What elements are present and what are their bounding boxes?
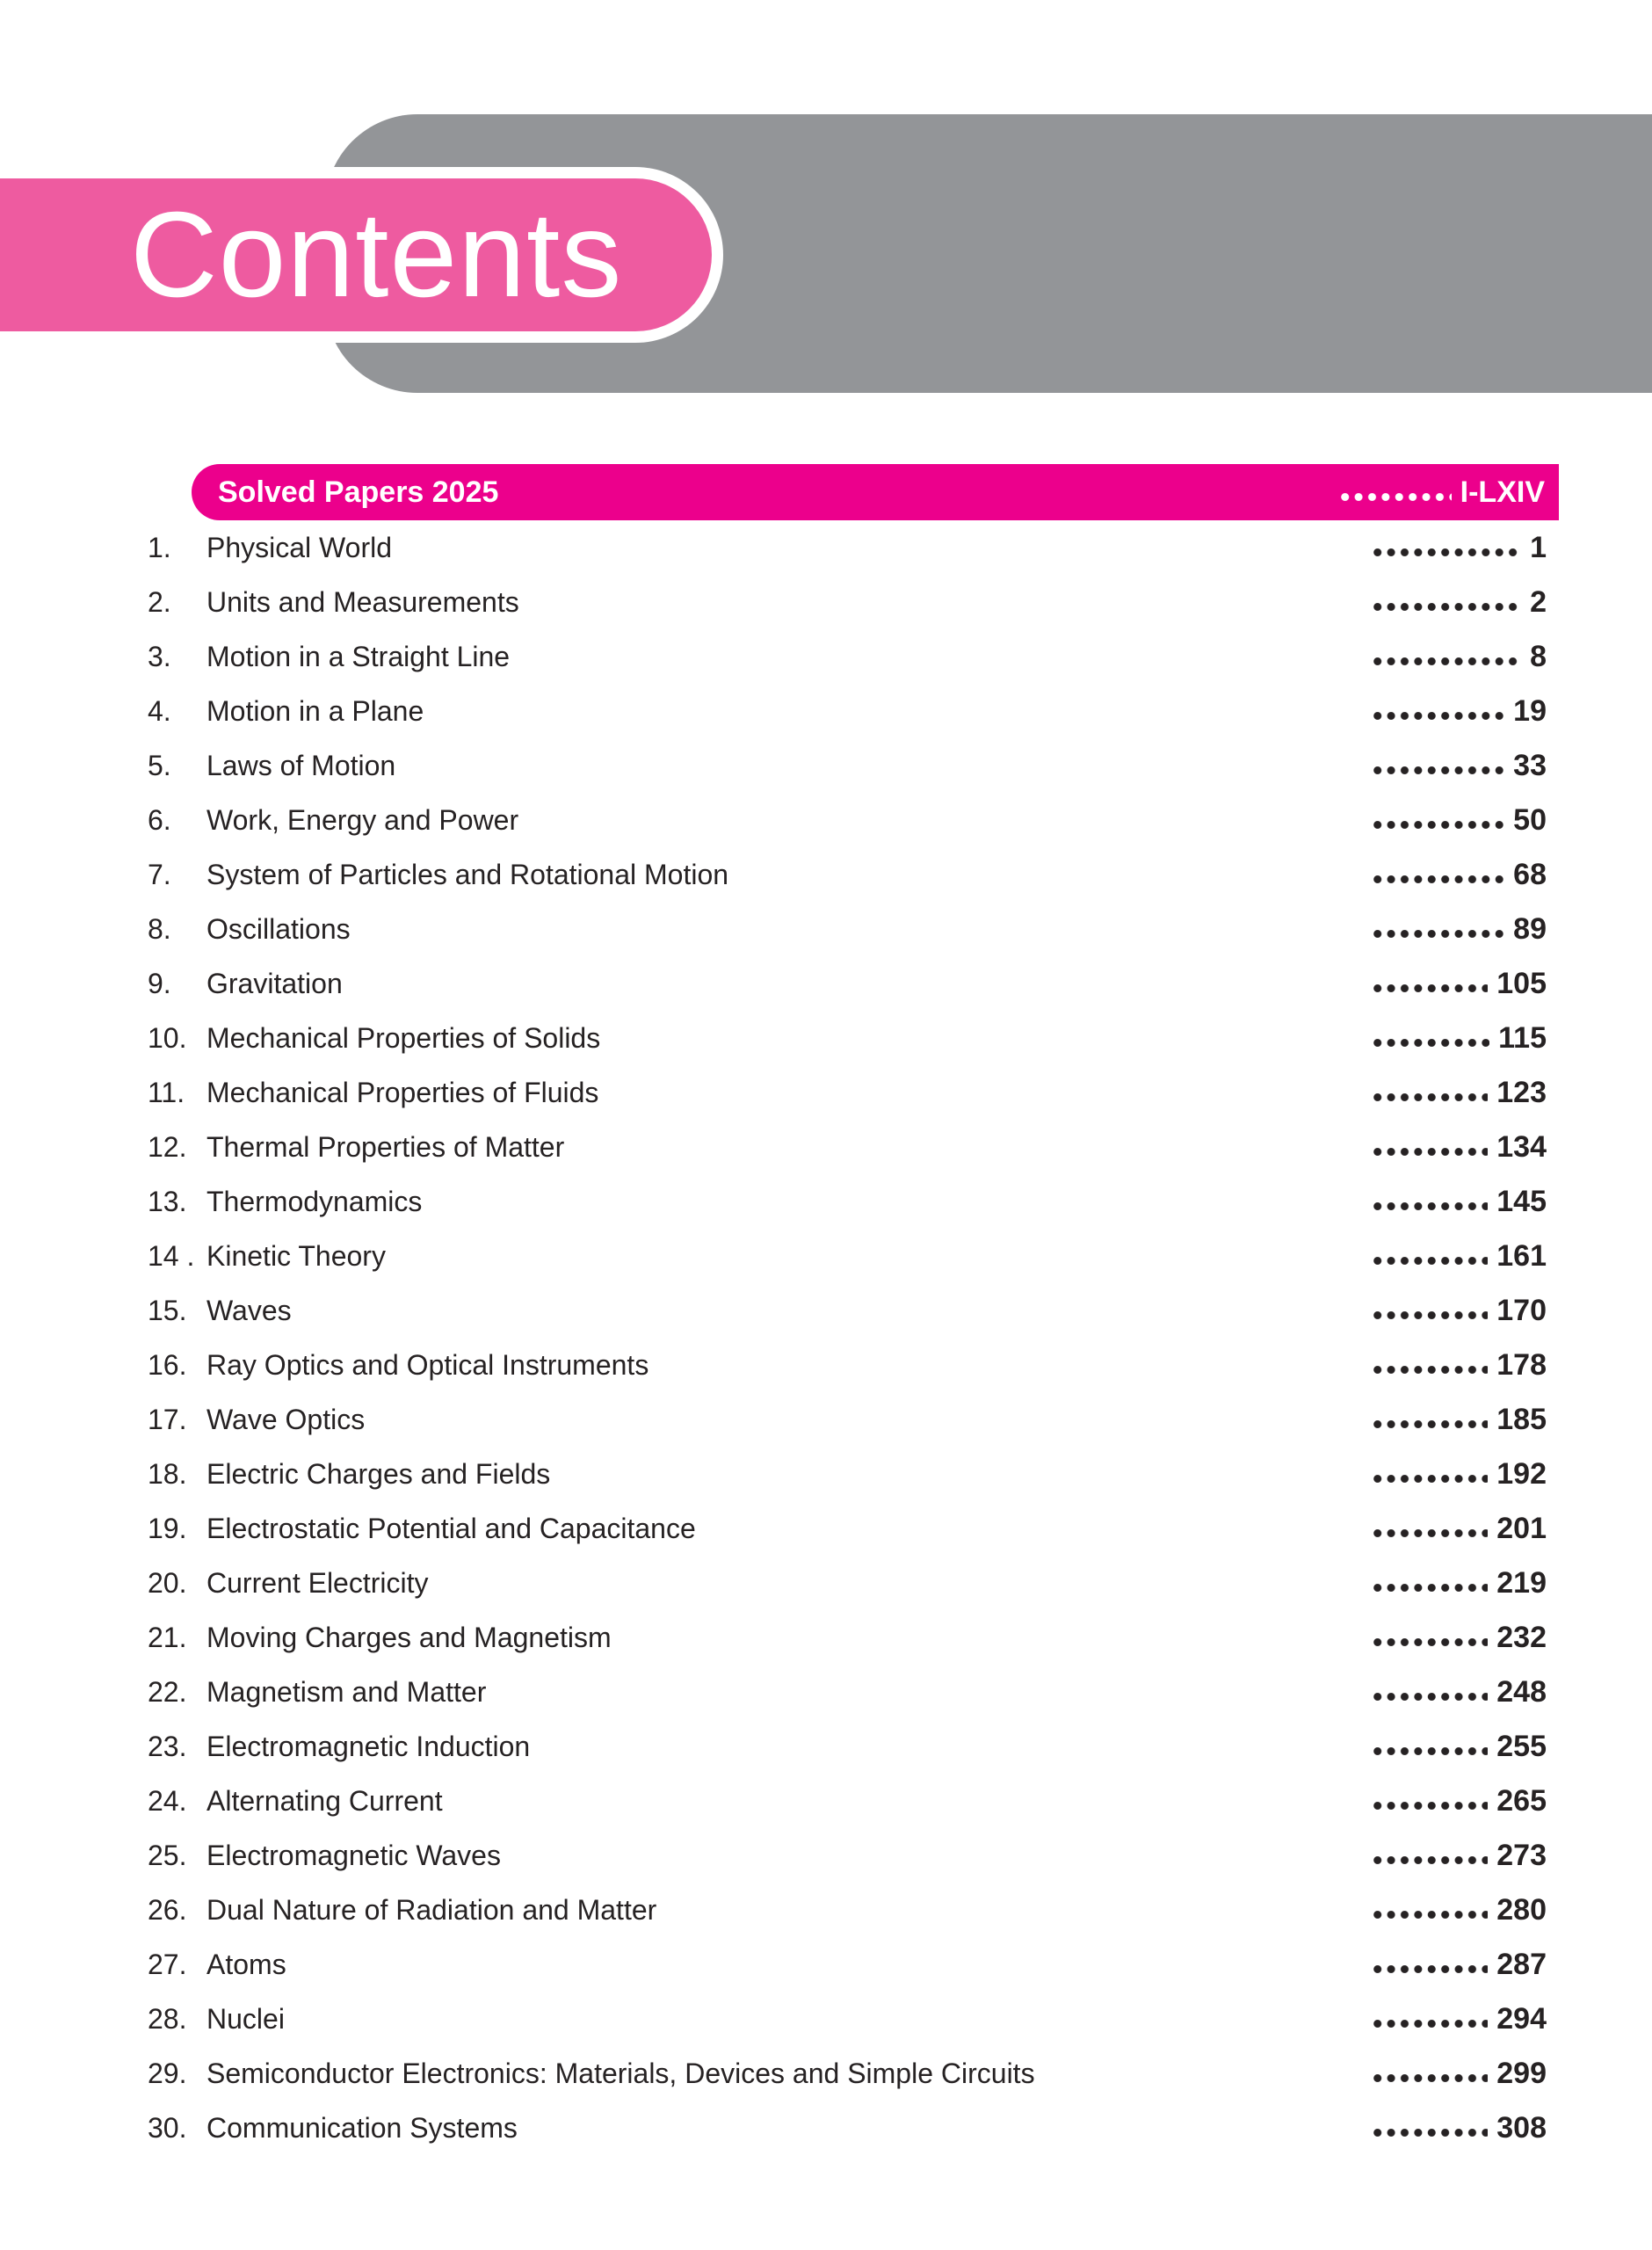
chapter-number: 10. bbox=[148, 1022, 187, 1054]
chapter-number: 17. bbox=[148, 1404, 187, 1435]
dot-leader bbox=[1371, 766, 1504, 774]
chapter-title: Ray Optics and Optical Instruments bbox=[206, 1349, 649, 1381]
chapter-page-number: 50 bbox=[1513, 803, 1547, 837]
toc-row-right-group bbox=[1371, 1241, 1547, 1271]
toc-row-right-group bbox=[1371, 1895, 1547, 1925]
chapter-title: Gravitation bbox=[206, 968, 343, 999]
toc-row bbox=[0, 1229, 1652, 1283]
chapter-page-number: 255 bbox=[1496, 1730, 1547, 1763]
chapter-title: Kinetic Theory bbox=[206, 1240, 386, 1272]
toc-row bbox=[0, 1937, 1652, 1992]
dot-leader bbox=[1371, 1366, 1488, 1374]
chapter-title: Moving Charges and Magnetism bbox=[206, 1622, 612, 1653]
dot-leader bbox=[1371, 1965, 1488, 1973]
chapter-number: 9. bbox=[148, 968, 171, 999]
dot-leader bbox=[1371, 2020, 1488, 2028]
chapter-title: Dual Nature of Radiation and Matter bbox=[206, 1894, 657, 1926]
chapter-title: Wave Optics bbox=[206, 1404, 366, 1435]
chapter-number: 7. bbox=[148, 859, 171, 890]
chapter-number: 27. bbox=[148, 1949, 187, 1980]
toc-row bbox=[0, 1174, 1652, 1229]
chapter-number: 30. bbox=[148, 2112, 187, 2144]
toc-row-right-group bbox=[1371, 533, 1547, 562]
chapter-number: 12. bbox=[148, 1131, 187, 1163]
chapter-title: Mechanical Properties of Solids bbox=[206, 1022, 601, 1054]
solved-papers-right-group bbox=[1338, 477, 1545, 507]
toc-row-right-group bbox=[1371, 2113, 1547, 2143]
toc-row bbox=[0, 1992, 1652, 2046]
toc-row-right-group bbox=[1371, 1078, 1547, 1107]
dot-leader bbox=[1371, 821, 1504, 829]
dot-leader bbox=[1371, 712, 1504, 720]
chapter-page-number: 219 bbox=[1496, 1566, 1547, 1600]
chapter-page-number: 145 bbox=[1496, 1185, 1547, 1218]
chapter-title: Electromagnetic Induction bbox=[206, 1731, 531, 1762]
toc-row-right-group bbox=[1371, 642, 1547, 671]
toc-row-right-group bbox=[1371, 1296, 1547, 1325]
contents-title-label bbox=[0, 167, 723, 343]
solved-papers-page-range: I-LXIV bbox=[1460, 475, 1545, 509]
toc-row-right-group bbox=[1371, 1132, 1547, 1162]
chapter-page-number: 299 bbox=[1496, 2057, 1547, 2090]
toc-row bbox=[0, 629, 1652, 684]
chapter-page-number: 280 bbox=[1496, 1893, 1547, 1927]
chapter-page-number: 287 bbox=[1496, 1948, 1547, 1981]
chapter-number: 15. bbox=[148, 1295, 187, 1326]
chapter-page-number: 134 bbox=[1496, 1130, 1547, 1164]
dot-leader bbox=[1371, 603, 1521, 611]
dot-leader bbox=[1371, 1420, 1488, 1428]
toc-row bbox=[0, 1719, 1652, 1774]
toc-row bbox=[0, 575, 1652, 629]
page-title: Contents bbox=[130, 187, 623, 323]
chapter-page-number: 273 bbox=[1496, 1839, 1547, 1872]
chapter-page-number: 89 bbox=[1513, 912, 1547, 946]
toc-row-right-group bbox=[1371, 969, 1547, 998]
toc-row bbox=[0, 1065, 1652, 1120]
toc-row-right-group bbox=[1371, 1949, 1547, 1979]
toc-row-right-group bbox=[1371, 1187, 1547, 1216]
chapter-page-number: 1 bbox=[1530, 531, 1547, 564]
chapter-number: 29. bbox=[148, 2058, 187, 2089]
chapter-number: 5. bbox=[148, 750, 171, 781]
contents-title-label-inner bbox=[0, 178, 712, 331]
chapter-title: Nuclei bbox=[206, 2003, 285, 2035]
toc-row-right-group bbox=[1371, 2058, 1547, 2088]
toc-row bbox=[0, 1828, 1652, 1883]
chapter-page-number: 192 bbox=[1496, 1457, 1547, 1491]
chapter-title: Motion in a Plane bbox=[206, 695, 424, 727]
toc-row bbox=[0, 1774, 1652, 1828]
chapter-number: 24. bbox=[148, 1785, 187, 1817]
chapter-number: 6. bbox=[148, 804, 171, 836]
toc-row bbox=[0, 1283, 1652, 1338]
toc-row bbox=[0, 1556, 1652, 1610]
dot-leader bbox=[1371, 1584, 1488, 1592]
dot-leader bbox=[1371, 875, 1504, 883]
chapter-title: Work, Energy and Power bbox=[206, 804, 519, 836]
chapter-page-number: 185 bbox=[1496, 1403, 1547, 1436]
toc-row bbox=[0, 1338, 1652, 1392]
chapter-number: 2. bbox=[148, 586, 171, 618]
dot-leader bbox=[1371, 1148, 1488, 1156]
solved-papers-bar bbox=[192, 464, 1559, 520]
chapter-title: Laws of Motion bbox=[206, 750, 396, 781]
dot-leader bbox=[1371, 1638, 1488, 1646]
dot-leader bbox=[1371, 930, 1504, 938]
toc-row bbox=[0, 1501, 1652, 1556]
toc-row-right-group bbox=[1371, 2004, 1547, 2034]
chapter-number: 19. bbox=[148, 1513, 187, 1544]
chapter-page-number: 33 bbox=[1513, 749, 1547, 782]
chapter-title: Alternating Current bbox=[206, 1785, 443, 1817]
chapter-title: Thermodynamics bbox=[206, 1186, 423, 1217]
dot-leader bbox=[1371, 1911, 1488, 1919]
dot-leader bbox=[1371, 984, 1488, 992]
dot-leader bbox=[1371, 1802, 1488, 1810]
chapter-title: Current Electricity bbox=[206, 1567, 429, 1599]
chapter-page-number: 201 bbox=[1496, 1512, 1547, 1545]
chapter-number: 23. bbox=[148, 1731, 187, 1762]
chapter-number: 20. bbox=[148, 1567, 187, 1599]
chapter-number: 28. bbox=[148, 2003, 187, 2035]
toc-row-right-group bbox=[1371, 1350, 1547, 1380]
chapter-number: 3. bbox=[148, 641, 171, 672]
chapter-title: Electromagnetic Waves bbox=[206, 1840, 501, 1871]
dot-leader bbox=[1371, 1257, 1488, 1265]
chapter-number: 13. bbox=[148, 1186, 187, 1217]
chapter-number: 11. bbox=[148, 1077, 185, 1108]
dot-leader bbox=[1371, 1039, 1489, 1047]
dot-leader bbox=[1371, 1202, 1488, 1210]
chapter-title: System of Particles and Rotational Motion bbox=[206, 859, 729, 890]
chapter-page-number: 105 bbox=[1496, 967, 1547, 1000]
chapter-number: 16. bbox=[148, 1349, 187, 1381]
chapter-page-number: 2 bbox=[1530, 585, 1547, 619]
chapter-title: Semiconductor Electronics: Materials, Devices and Simple Circuits bbox=[206, 2058, 1035, 2089]
chapter-page-number: 170 bbox=[1496, 1294, 1547, 1327]
dot-leader bbox=[1371, 1529, 1488, 1537]
dot-leader bbox=[1371, 2074, 1488, 2082]
toc-row bbox=[0, 1011, 1652, 1065]
dot-leader bbox=[1371, 1693, 1488, 1701]
toc-row-right-group bbox=[1371, 1786, 1547, 1816]
chapter-page-number: 294 bbox=[1496, 2002, 1547, 2036]
toc-row-right-group bbox=[1371, 696, 1547, 726]
toc-row-right-group bbox=[1371, 751, 1547, 780]
toc-row-right-group bbox=[1371, 1023, 1547, 1053]
chapter-page-number: 232 bbox=[1496, 1621, 1547, 1654]
toc-row bbox=[0, 1120, 1652, 1174]
toc-row bbox=[0, 520, 1652, 575]
toc-row-right-group bbox=[1371, 860, 1547, 889]
toc-row bbox=[0, 2046, 1652, 2101]
chapter-number: 26. bbox=[148, 1894, 187, 1926]
toc-row-right-group bbox=[1371, 1840, 1547, 1870]
solved-papers-label: Solved Papers 2025 bbox=[218, 475, 499, 509]
chapter-number: 22. bbox=[148, 1676, 187, 1708]
dot-leader bbox=[1371, 1856, 1488, 1864]
toc-row-right-group bbox=[1371, 1622, 1547, 1652]
toc-row-right-group bbox=[1371, 914, 1547, 944]
toc-row bbox=[0, 956, 1652, 1011]
dot-leader bbox=[1371, 548, 1521, 556]
chapter-title: Magnetism and Matter bbox=[206, 1676, 487, 1708]
chapter-title: Units and Measurements bbox=[206, 586, 519, 618]
chapter-page-number: 123 bbox=[1496, 1076, 1547, 1109]
chapter-page-number: 248 bbox=[1496, 1675, 1547, 1709]
toc-row-right-group bbox=[1371, 1404, 1547, 1434]
toc-row bbox=[0, 1665, 1652, 1719]
toc-row bbox=[0, 1447, 1652, 1501]
dot-leader bbox=[1371, 657, 1521, 665]
toc-row bbox=[0, 847, 1652, 902]
toc-row-right-group bbox=[1371, 1513, 1547, 1543]
toc-row-right-group bbox=[1371, 1459, 1547, 1489]
chapter-page-number: 308 bbox=[1496, 2111, 1547, 2145]
toc-row bbox=[0, 1610, 1652, 1665]
chapter-number: 18. bbox=[148, 1458, 187, 1490]
chapter-title: Waves bbox=[206, 1295, 292, 1326]
chapter-title: Physical World bbox=[206, 532, 393, 563]
chapter-page-number: 265 bbox=[1496, 1784, 1547, 1818]
chapter-title: Mechanical Properties of Fluids bbox=[206, 1077, 599, 1108]
chapter-number: 25. bbox=[148, 1840, 187, 1871]
toc-row-right-group bbox=[1371, 1677, 1547, 1707]
toc-row-right-group bbox=[1371, 805, 1547, 835]
dot-leader bbox=[1371, 1093, 1488, 1101]
dot-leader bbox=[1371, 2129, 1488, 2137]
chapter-number: 21. bbox=[148, 1622, 187, 1653]
chapter-title: Oscillations bbox=[206, 913, 351, 945]
chapter-title: Communication Systems bbox=[206, 2112, 518, 2144]
chapter-title: Motion in a Straight Line bbox=[206, 641, 511, 672]
toc-row bbox=[0, 738, 1652, 793]
toc-row bbox=[0, 902, 1652, 956]
toc-row bbox=[0, 1883, 1652, 1937]
toc-row-right-group bbox=[1371, 1568, 1547, 1598]
chapter-title: Electric Charges and Fields bbox=[206, 1458, 551, 1490]
chapter-title: Electrostatic Potential and Capacitance bbox=[206, 1513, 696, 1544]
chapter-page-number: 8 bbox=[1530, 640, 1547, 673]
chapter-page-number: 115 bbox=[1498, 1021, 1547, 1055]
chapter-number: 8. bbox=[148, 913, 171, 945]
chapter-page-number: 178 bbox=[1496, 1348, 1547, 1382]
chapter-number: 14 . bbox=[148, 1240, 195, 1272]
dot-leader bbox=[1371, 1747, 1488, 1755]
chapter-page-number: 19 bbox=[1513, 694, 1547, 728]
chapter-number: 1. bbox=[148, 532, 171, 563]
dot-leader bbox=[1371, 1475, 1488, 1483]
toc-list bbox=[0, 520, 1652, 2155]
chapter-title: Atoms bbox=[206, 1949, 286, 1980]
chapter-page-number: 68 bbox=[1513, 858, 1547, 891]
chapter-page-number: 161 bbox=[1496, 1239, 1547, 1273]
dot-leader bbox=[1338, 493, 1452, 501]
toc-row bbox=[0, 793, 1652, 847]
chapter-number: 4. bbox=[148, 695, 171, 727]
toc-row-right-group bbox=[1371, 587, 1547, 617]
chapter-title: Thermal Properties of Matter bbox=[206, 1131, 565, 1163]
toc-row-right-group bbox=[1371, 1731, 1547, 1761]
toc-row bbox=[0, 684, 1652, 738]
toc-row bbox=[0, 1392, 1652, 1447]
dot-leader bbox=[1371, 1311, 1488, 1319]
toc-row bbox=[0, 2101, 1652, 2155]
